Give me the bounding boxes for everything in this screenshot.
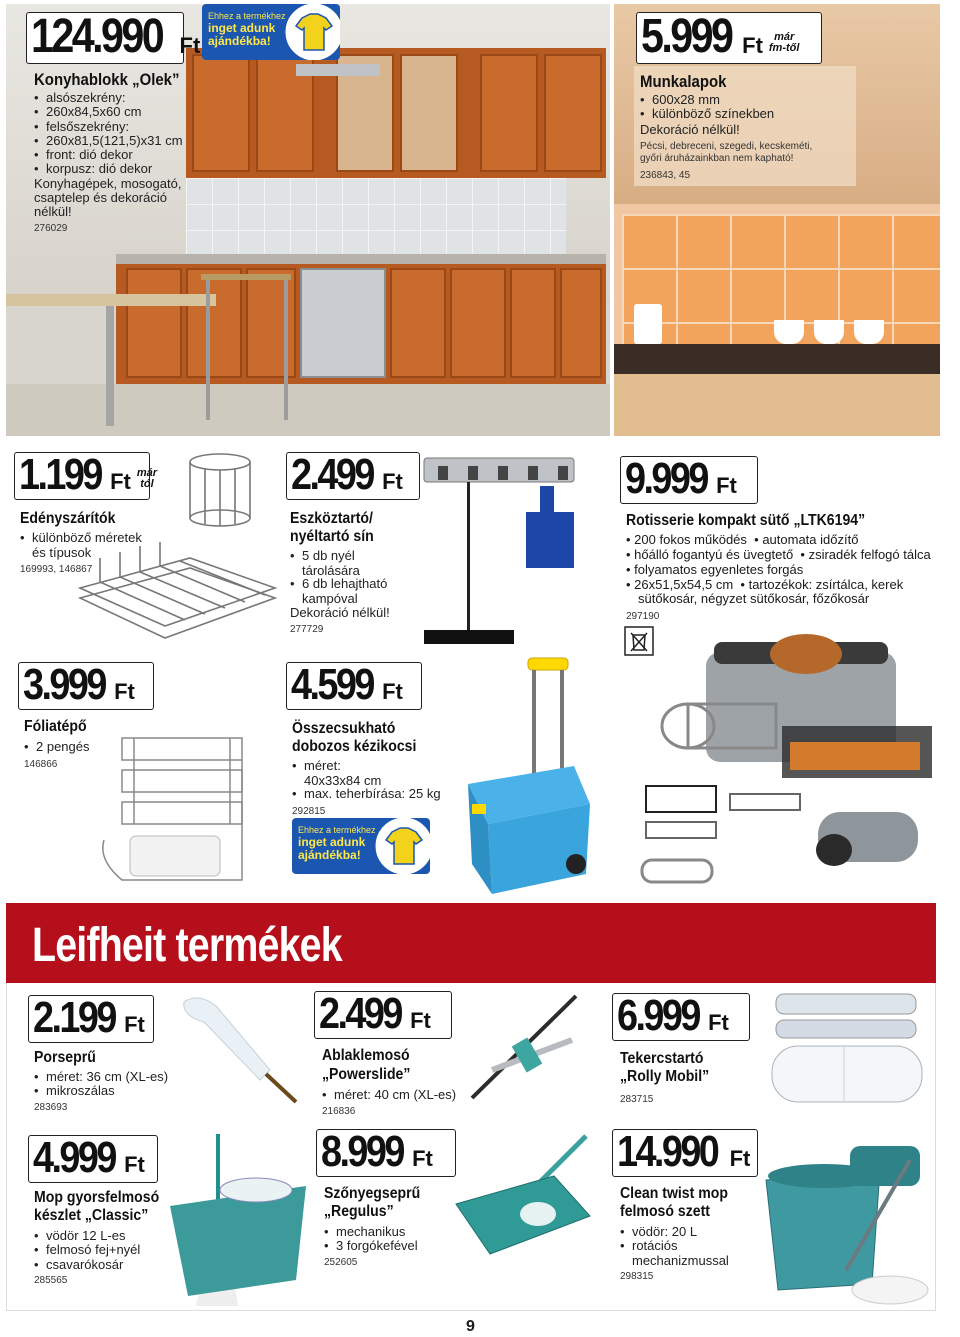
- rotisserie-feature: 26x51,5x54,5 cm: [634, 577, 734, 592]
- kitchen-currency: Ft: [179, 33, 201, 58]
- squeegee-feature: • méret: 40 cm (XL-es): [322, 1088, 502, 1102]
- twistmop-price-tag: [612, 1129, 758, 1177]
- twistmop-title-1: Clean twist mop: [620, 1185, 728, 1202]
- sweeper-currency: Ft: [412, 1146, 433, 1171]
- gift-line-1: Ehhez a termékhez: [208, 11, 286, 21]
- dishrack-feature: • különböző méretek: [20, 531, 180, 545]
- worktop-from-2: fm-től: [768, 41, 800, 54]
- trolley-features: [292, 759, 472, 773]
- gift-line-1: Ehhez a termékhez: [298, 825, 376, 835]
- worktop-price: 5.999: [641, 10, 732, 63]
- toolholder-features: [290, 549, 420, 563]
- sweeper-feature: • mechanikus: [324, 1225, 474, 1239]
- sweeper-title-2: „Regulus”: [324, 1203, 394, 1220]
- toolholder-note: Dekoráció nélkül!: [290, 605, 390, 620]
- dishrack-feature-2: és típusok: [32, 545, 92, 560]
- kitchen-gift-badge: [202, 4, 340, 60]
- kitchen-feature: • alsószekrény:: [34, 91, 214, 105]
- duster-price: 2.199: [33, 993, 115, 1042]
- mopset-feature: • csavarókosár: [34, 1258, 194, 1272]
- duster-currency: Ft: [124, 1012, 145, 1037]
- twistmop-currency: Ft: [729, 1146, 751, 1171]
- rotisserie-bullet: •: [626, 532, 635, 547]
- mopset-price: 4.999: [33, 1133, 115, 1182]
- kitchen-feature: • 260x81,5(121,5)x31 cm: [34, 134, 214, 148]
- rollholder-currency: Ft: [708, 1010, 729, 1035]
- leifheit-heading: Leifheit termékek: [32, 919, 342, 972]
- duster-price-tag: [28, 995, 154, 1043]
- twistmop-image: [760, 1140, 932, 1308]
- rollholder-title-2: „Rolly Mobil”: [620, 1068, 710, 1085]
- duster-features: [34, 1070, 194, 1099]
- trolley-feature-2: 40x33x84 cm: [304, 773, 382, 788]
- dishrack-title: Edényszárítók: [20, 510, 116, 527]
- rotisserie-code: 297190: [626, 611, 660, 622]
- toolholder-title-2: nyéltartó sín: [290, 528, 374, 545]
- rotisserie-feature: 200 fokos működés: [634, 532, 747, 547]
- rollholder-price: 6.999: [617, 991, 699, 1040]
- squeegee-title-2: „Powerslide”: [322, 1066, 411, 1083]
- rotisserie-feature: folyamatos egyenletes forgás: [634, 562, 804, 577]
- toolholder-features-b: [290, 577, 420, 591]
- mopset-currency: Ft: [124, 1152, 145, 1177]
- trolley-gift-badge: [292, 818, 430, 874]
- mopset-image: [166, 1130, 312, 1306]
- squeegee-price: 2.499: [319, 989, 401, 1038]
- mopset-price-tag: [28, 1135, 158, 1183]
- sweeper-price: 8.999: [321, 1127, 403, 1176]
- rotisserie-row-5: sütőkosár, négyzet sütőkosár, főzőkosár: [638, 591, 870, 606]
- sweeper-price-tag: [316, 1129, 456, 1177]
- rotisserie-price-tag: [620, 456, 758, 504]
- toolholder-price-tag: [286, 452, 420, 500]
- tshirt-icon: [372, 818, 430, 874]
- sweeper-feature: • 3 forgókefével: [324, 1239, 474, 1253]
- rotisserie-bullet: •: [736, 577, 749, 592]
- trolley-code: 292815: [292, 806, 326, 817]
- toolholder-image: [414, 452, 586, 654]
- rotisserie-row-4: [626, 577, 903, 592]
- rotisserie-feature: zsiradék felfogó tálca: [808, 547, 931, 562]
- trolley-features-b: [292, 787, 472, 801]
- worktop-feature: • különböző színekben: [640, 107, 840, 121]
- foil-price-tag: [18, 662, 154, 710]
- mopset-code: 285565: [34, 1275, 68, 1286]
- squeegee-title-1: Ablaklemosó: [322, 1047, 410, 1064]
- rotisserie-feature: tartozékok: zsírtálca, kerek: [748, 577, 904, 592]
- worktop-price-tag: [636, 12, 822, 64]
- worktop-code: 236843, 45: [640, 170, 691, 181]
- kitchen-feature: • 260x84,5x60 cm: [34, 105, 214, 119]
- worktop-title: Munkalapok: [640, 72, 727, 91]
- rollholder-image: [756, 986, 928, 1110]
- worktop-currency: Ft: [742, 33, 763, 58]
- twistmop-feature: • vödör: 20 L: [620, 1225, 760, 1239]
- mopset-title-2: készlet „Classic”: [34, 1207, 149, 1224]
- rotisserie-feature: hőálló fogantyú és üvegtető: [634, 547, 794, 562]
- kitchen-feature: • korpusz: dió dekor: [34, 162, 214, 176]
- gift-line-2: inget adunk: [208, 21, 276, 35]
- rotisserie-bullet: •: [626, 562, 635, 577]
- kitchen-photo: [6, 4, 610, 436]
- twistmop-feature: • rotációs: [620, 1239, 760, 1253]
- rotisserie-feature: automata időzítő: [762, 532, 859, 547]
- rotisserie-bullet: •: [796, 547, 809, 562]
- duster-feature: • mikroszálas: [34, 1084, 194, 1098]
- rotisserie-currency: Ft: [716, 473, 737, 498]
- rotisserie-price: 9.999: [625, 454, 707, 503]
- sweeper-image: [450, 1130, 600, 1258]
- dishrack-from-1: már: [136, 467, 158, 480]
- trolley-feature: • max. teherbírása: 25 kg: [292, 787, 472, 801]
- tshirt-icon: [282, 4, 340, 60]
- foil-currency: Ft: [114, 679, 135, 704]
- gift-line-3: ajándékba!: [298, 848, 361, 862]
- twistmop-code: 298315: [620, 1271, 654, 1282]
- trolley-currency: Ft: [382, 679, 403, 704]
- trolley-feature: • méret:: [292, 759, 472, 773]
- rotisserie-title: Rotisserie kompakt sütő „LTK6194”: [626, 512, 866, 529]
- foil-code: 146866: [24, 759, 58, 770]
- duster-code: 283693: [34, 1102, 68, 1113]
- kitchen-feature: • front: dió dekor: [34, 148, 214, 162]
- twistmop-title-2: felmosó szett: [620, 1203, 710, 1220]
- duster-feature: • méret: 36 cm (XL-es): [34, 1070, 194, 1084]
- kitchen-note-1: Konyhagépek, mosogató,: [34, 176, 182, 191]
- gift-line-2: inget adunk: [298, 835, 366, 849]
- toolholder-feature: • 6 db lehajtható: [290, 577, 420, 591]
- kitchen-note-2: csaptelep és dekoráció: [34, 190, 167, 205]
- trolley-image: [464, 654, 594, 900]
- rollholder-price-tag: [612, 993, 750, 1041]
- toolholder-code: 277729: [290, 624, 324, 635]
- page-number: 9: [466, 1318, 475, 1335]
- rollholder-title-1: Tekercstartó: [620, 1050, 704, 1067]
- trolley-price: 4.599: [291, 660, 373, 709]
- worktop-from: [769, 32, 800, 53]
- mopset-feature: • felmosó fej+nyél: [34, 1243, 194, 1257]
- dishrack-code: 169993, 146867: [20, 564, 93, 575]
- squeegee-price-tag: [314, 991, 452, 1039]
- squeegee-image: [452, 990, 588, 1106]
- toolholder-feature-2: tárolására: [302, 563, 360, 578]
- worktop-feature: • 600x28 mm: [640, 93, 840, 107]
- dishrack-price: 1.199: [19, 450, 101, 499]
- worktop-from-1: már: [774, 31, 795, 44]
- rotisserie-row-3: [626, 562, 803, 577]
- sweeper-title-1: Szőnyegseprű: [324, 1185, 421, 1202]
- rotisserie-bullet: •: [750, 532, 763, 547]
- squeegee-code: 216836: [322, 1106, 356, 1117]
- duster-title: Porseprű: [34, 1049, 96, 1066]
- dishrack-currency: Ft: [110, 469, 131, 494]
- dishrack-image: [70, 448, 280, 648]
- kitchen-price: 124.990: [31, 10, 163, 63]
- kitchen-title: Konyhablokk „Olek”: [34, 70, 180, 89]
- toolholder-price: 2.499: [291, 450, 373, 499]
- rotisserie-image: [606, 616, 946, 890]
- kitchen-code: 276029: [34, 223, 68, 234]
- rotisserie-bullet: •: [626, 547, 635, 562]
- rotisserie-row-2: [626, 547, 931, 562]
- worktop-note: Dekoráció nélkül!: [640, 122, 740, 137]
- toolholder-feature: • 5 db nyél: [290, 549, 420, 563]
- kitchen-note-3: nélkül!: [34, 204, 72, 219]
- kitchen-features: [34, 91, 214, 177]
- foil-image: [94, 730, 250, 888]
- twistmop-feature-3: mechanizmussal: [632, 1253, 729, 1268]
- foil-feature: • 2 pengés: [24, 740, 144, 754]
- kitchen-price-tag: [26, 10, 201, 64]
- mopset-feature: • vödör 12 L-es: [34, 1229, 194, 1243]
- sweeper-code: 252605: [324, 1257, 358, 1268]
- trolley-title-1: Összecsukható: [292, 720, 396, 737]
- mopset-title-1: Mop gyorsfelmosó: [34, 1189, 160, 1206]
- rollholder-code: 283715: [620, 1094, 654, 1105]
- squeegee-currency: Ft: [410, 1008, 431, 1033]
- foil-title: Fóliatépő: [24, 718, 87, 735]
- worktop-availability-2: győri áruházainkban nem kapható!: [640, 153, 794, 164]
- dishrack-from-2: tól: [140, 477, 154, 490]
- gift-line-3: ajándékba!: [208, 34, 271, 48]
- rotisserie-bullet: •: [626, 577, 635, 592]
- toolholder-currency: Ft: [382, 469, 403, 494]
- worktop-availability-1: Pécsi, debreceni, szegedi, kecskeméti,: [640, 141, 813, 152]
- twistmop-price: 14.990: [617, 1127, 718, 1176]
- trolley-price-tag: [286, 662, 422, 710]
- toolholder-feature-4: kampóval: [302, 591, 358, 606]
- toolholder-title-1: Eszköztartó/: [290, 510, 373, 527]
- twistmop-features: [620, 1225, 760, 1254]
- foil-price: 3.999: [23, 660, 105, 709]
- kitchen-feature: • felsőszekrény:: [34, 120, 214, 134]
- worktop-features: [640, 93, 840, 122]
- duster-image: [178, 988, 302, 1106]
- rotisserie-row-1: [626, 532, 858, 547]
- trolley-title-2: dobozos kézikocsi: [292, 738, 417, 755]
